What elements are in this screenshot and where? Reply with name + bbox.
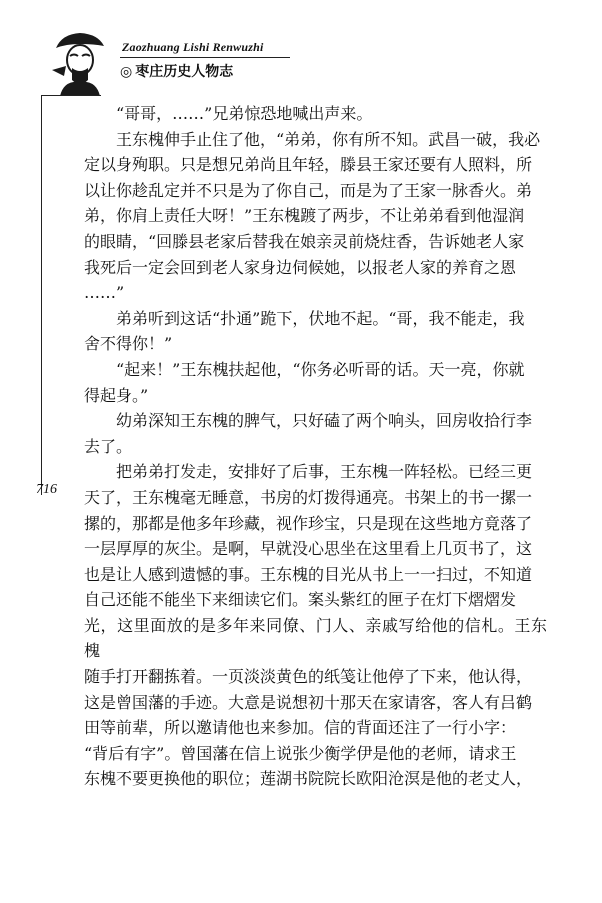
romanized-book-title: Zaozhuang Lishi Renwuzhi (122, 40, 264, 54)
paragraph: “哥哥，……”兄弟惊恐地喊出声来。 (116, 104, 373, 123)
margin-rule (41, 95, 42, 495)
paragraph: 幼弟深知王东槐的脾气，只好磕了两个响头，回房收拾行李 去了。 (84, 411, 533, 456)
margin-top-rule (41, 95, 101, 96)
chinese-title-text: 枣庄历史人物志 (135, 64, 234, 80)
running-header (50, 30, 290, 100)
paragraph: 弟弟听到这话“扑通”跪下，伏地不起。“哥，我不能走，我 舍不得你！” (84, 308, 525, 354)
paragraph: 把弟弟打发走，安排好了后事，王东槐一阵轻松。已经三更 天了，王东槐毫无睡意，书房的灯拨得通亮。书架上的书一摞一 摞的，那都是他多年珍藏，视作珍宝，只是现在这些地方竟落了 一层厚厚的灰尘。是啊，早就没心思坐在这里看上几页书了，这 也是让人感到遗憾的事。王东槐的目光从书上一一扫过，不知道 自己还能不能坐下来细读它们。案头紫红的匣子在灯下熠熠发 光，这里面放的是多年来同僚、门人、亲戚写给他的信札。王东槐 随手打开翻拣着。一页淡淡黄色的纸笺让他停了下来，他认得， 这是曾国藩的手迹。大意是说想初十那天在家请客，客人有吕鹤 田等前辈，所以邀请他也来参加。信的背面还注了一行小字： “背后有字”。曾国藩在信上说张少衡学伊是他的老师，请求王 东槐不要更换他的职位；莲湖书院院长欧阳沧溟是他的老丈人， (84, 462, 547, 789)
header-rule (120, 57, 290, 58)
chinese-book-title (120, 61, 233, 81)
body-text (84, 101, 547, 792)
paragraph: “起来！”王东槐扶起他，“你务必听哥的话。天一亮，你就 得起身。” (84, 359, 525, 405)
ring-bullet: ◎ (120, 64, 133, 80)
page-number: 716 (36, 482, 57, 497)
paragraph: 王东槐伸手止住了他，“弟弟，你有所不知。武昌一破，我必 定以身殉职。只是想兄弟尚且年轻，滕县王家还要有人照料，所 以让你趁乱定并不只是为了你自己，而是为了王家一脉香火。弟 弟，你肩上责任大呀！”王东槐踱了两步，不让弟弟看到他湿润 的眼睛，“回滕县老家后替我在娘亲灵前烧炷香，告诉她老人家 我死后一定会回到老人家身边伺候她，以报老人家的养育之恩 ……” (84, 129, 541, 303)
portrait-icon (50, 30, 108, 96)
